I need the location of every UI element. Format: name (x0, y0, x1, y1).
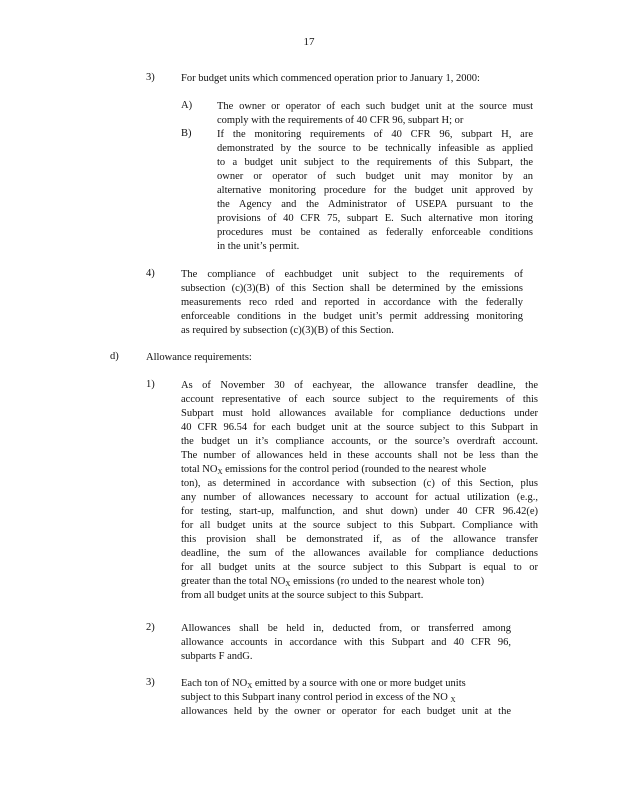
item-d2-label: 2) (146, 622, 155, 633)
paragraph-line: comply with the requirements of 40 CFR 96, subpart H; or (217, 115, 464, 126)
paragraph-line: enforceable conditions in the budget unit’s permit addressing monitoring (181, 311, 523, 322)
paragraph-line: subparts F andG. (181, 651, 253, 662)
paragraph-line: allowance accounts in accordance with this Subpart and 40 CFR 96, (181, 637, 511, 648)
paragraph-line: this provision shall be demonstrated if, as of the allowance transfer (181, 534, 538, 545)
item-d3-label: 3) (146, 677, 155, 688)
paragraph-line: The number of allowances held in these accounts shall not be less than the (181, 450, 538, 461)
item-d1-label: 1) (146, 379, 155, 390)
paragraph-line: The compliance of eachbudget unit subject to the requirements of (181, 269, 523, 280)
paragraph-line: allowances held by the owner or operator for each budget unit at the (181, 706, 511, 717)
item-3a-label: A) (181, 100, 193, 111)
paragraph-line (181, 463, 538, 477)
item-3-text: For budget units which commenced operation prior to January 1, 2000: (181, 73, 480, 84)
section-d-heading: Allowance requirements: (146, 352, 252, 363)
subscript-x: X (285, 580, 291, 588)
paragraph-line: for all budget units at the source subject to this Subpart is equal to or (181, 562, 538, 573)
line-text: subject to this Subpart inany control period in excess of the NO (181, 692, 448, 703)
line-text: total NO (181, 464, 218, 475)
paragraph-line: provisions of 40 CFR 75, subpart E. Such alternative mon itoring (217, 213, 533, 224)
paragraph-line: subsection (c)(3)(B) of this Section shall be determined by the emissions (181, 283, 523, 294)
subscript-x: X (217, 468, 223, 476)
paragraph-line: Subpart must hold allowances available for compliance deductions under (181, 408, 538, 419)
paragraph-line (181, 691, 511, 705)
paragraph-line: procedures must be contained as federally enforceable conditions (217, 227, 533, 238)
paragraph-line: the budget un it’s compliance accounts, or the source’s overdraft account. (181, 436, 538, 447)
line-text: Each ton of NO (181, 678, 248, 689)
subscript-x: X (247, 682, 253, 690)
paragraph-line: Allowances shall be held in, deducted from, or transferred among (181, 623, 511, 634)
paragraph-line: in the unit’s permit. (217, 241, 300, 252)
item-3b-label: B) (181, 128, 192, 139)
paragraph-line: measurements reco rded and reported in accordance with the federally (181, 297, 523, 308)
item-3-label: 3) (146, 72, 155, 83)
paragraph-line (181, 677, 511, 691)
paragraph-line (181, 575, 538, 589)
item-4-paragraph (181, 268, 523, 338)
paragraph-line: owner or operator of such budget unit may monitor by an (217, 171, 533, 182)
line-text: greater than the total NO (181, 576, 286, 587)
paragraph-line: As of November 30 of eachyear, the allowance transfer deadline, the (181, 380, 538, 391)
item-d2-paragraph (181, 622, 511, 664)
paragraph-line: for all budget units at the source subject to this Subpart. Compliance with (181, 520, 538, 531)
paragraph-line: If the monitoring requirements of 40 CFR 96, subpart H, are (217, 129, 533, 140)
paragraph-line: any number of allowances necessary to account for actual utilization (e.g., (181, 492, 538, 503)
paragraph-line: 40 CFR 96.54 for each budget unit at the source subject to this Subpart in (181, 422, 538, 433)
item-3a-paragraph (217, 100, 533, 128)
item-4-label: 4) (146, 268, 155, 279)
paragraph-line: to a budget unit subject to the requirements of this Subpart, the (217, 157, 533, 168)
paragraph-line: the Agency and the Administrator of USEPA pursuant to the (217, 199, 533, 210)
page-number: 17 (303, 36, 315, 48)
subscript-x: X (450, 696, 456, 704)
paragraph-line: as required by subsection (c)(3)(B) of this Section. (181, 325, 394, 336)
line-text: emissions for the control period (rounded to the nearest whole (225, 464, 487, 475)
line-text: emissions (ro unded to the nearest whole ton) (293, 576, 485, 587)
item-d3-paragraph (181, 677, 511, 719)
section-d-label: d) (110, 351, 119, 362)
paragraph-line: deadline, the sum of the allowances available for compliance deductions (181, 548, 538, 559)
paragraph-line: account representative of each source subject to the requirements of this (181, 394, 538, 405)
paragraph-line: alternative monitoring procedure for the budget unit approved by (217, 185, 533, 196)
paragraph-line: from all budget units at the source subject to this Subpart. (181, 590, 424, 601)
item-d1-paragraph (181, 379, 538, 603)
paragraph-line: for testing, start-up, malfunction, and shut down) under 40 CFR 96.42(e) (181, 506, 538, 517)
line-text: emitted by a source with one or more budget units (254, 678, 466, 689)
paragraph-line: demonstrated by the source to be technically infeasible as applied (217, 143, 533, 154)
item-3b-paragraph (217, 128, 533, 254)
paragraph-line: The owner or operator of each such budget unit at the source must (217, 101, 533, 112)
paragraph-line: ton), as determined in accordance with subsection (c) of this Section, plus (181, 478, 538, 489)
